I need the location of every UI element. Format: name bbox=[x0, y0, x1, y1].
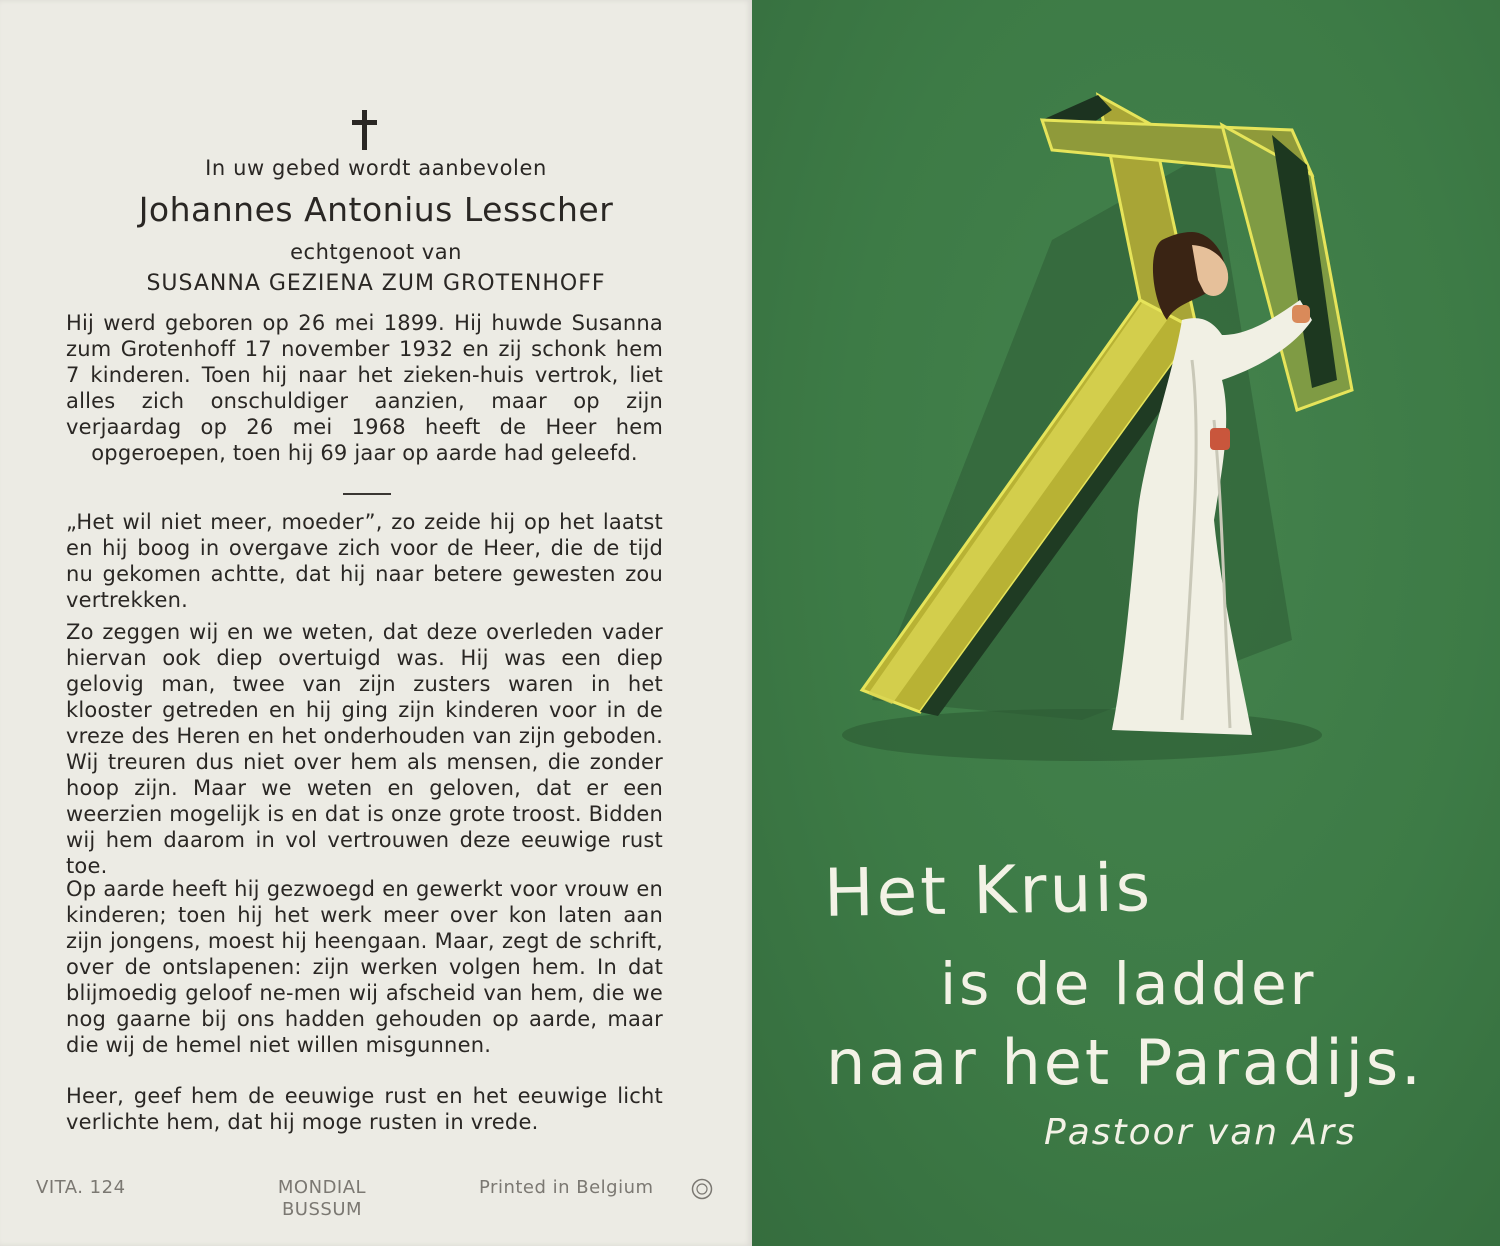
spouse-name: SUSANNA GEZIENA ZUM GROTENHOFF bbox=[146, 271, 606, 296]
cross-icon bbox=[347, 108, 381, 152]
paragraph-last-words: „Het wil niet meer, moeder”, zo zeide hij op het laatst en hij boog in overgave zich voor de Heer, die de tijd nu gekomen achtte, dat hij naar betere gewesten zou vertrekken. bbox=[66, 510, 663, 612]
spouse-intro: echtgenoot van bbox=[290, 240, 462, 264]
intro-line: In uw gebed wordt aanbevolen bbox=[205, 156, 547, 180]
paragraph-work: Op aarde heeft hij gezwoegd en gewerkt voor vrouw en kinderen; toen hij het werk meer over kon laten aan zijn jongens, moest hij heengaan. Maar, zegt de schrift, over de ontslapenen: zijn werken volgen hem. In dat blijmoedig geloof ne-men wij afscheid van hem, die we nog gaarne bij ons hadden gehouden op aarde, maar die wij de hemel niet willen misgunnen. bbox=[66, 877, 663, 1057]
paragraph-faith: Zo zeggen wij en we weten, dat deze overleden vader hiervan ook diep overtuigd was. Hij was een diep gelovig man, twee van zijn zusters waren in het klooster getreden en hij ging zijn kinderen voor in de vreze des Heren en het onderhouden van zijn geboden. Wij treuren dus niet over hem als mensen, die zonder hoop zijn. Maar we weten en geloven, dat er een weerzien mogelijk is en dat is onze grote troost. Bidden wij hem daarom in vol vertrouwen deze eeuwige rust toe. bbox=[66, 620, 663, 878]
footer-code: VITA. 124 bbox=[36, 1177, 126, 1198]
quote-line-3: naar het Paradijs. bbox=[826, 1026, 1424, 1099]
deceased-name: Johannes Antonius Lesscher bbox=[138, 190, 614, 229]
quote-line-2: is de ladder bbox=[940, 950, 1317, 1018]
printer-seal-icon bbox=[691, 1178, 713, 1200]
quote-line-1: Het Kruis bbox=[823, 849, 1154, 932]
paragraph-prayer: Heer, geef hem de eeuwige rust en het eeuwige licht verlichte hem, dat hij moge rusten in vrede. bbox=[66, 1084, 663, 1134]
footer-publisher bbox=[262, 1177, 382, 1221]
publisher-line2: BUSSUM bbox=[281, 1199, 363, 1220]
footer-printed: Printed in Belgium bbox=[479, 1177, 654, 1198]
illustration-page bbox=[752, 0, 1500, 1246]
publisher-line1: MONDIAL bbox=[277, 1177, 367, 1198]
quote-attribution: Pastoor van Ars bbox=[1044, 1112, 1357, 1153]
paragraph-biography: Hij werd geboren op 26 mei 1899. Hij huwde Susanna zum Grotenhoff 17 november 1932 en zij schonk hem 7 kinderen. Toen hij naar het zieken-huis vertrok, liet alles zich onschuldiger aanzien, maar op zijn verjaardag op 26 mei 1968 heeft de Heer hem opgeroepen, toen hij 69 jaar op aarde had geleefd. bbox=[66, 311, 663, 465]
separator-line bbox=[343, 493, 391, 495]
